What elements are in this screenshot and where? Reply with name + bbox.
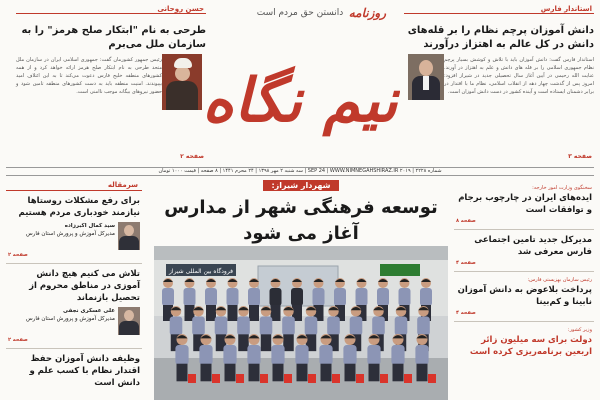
right-item-more[interactable]: صفحه ۴ [456, 310, 476, 316]
student-figure [223, 334, 236, 381]
student-figure [227, 278, 239, 321]
logo-block[interactable] [200, 2, 400, 162]
author-block [8, 222, 140, 250]
author-name: سید کمال اکبرزاده [64, 223, 115, 229]
student-figure [199, 334, 212, 381]
author-text [8, 307, 115, 323]
right-item-title: پرداخت بلاعوض به دانش آموزان نابینا و کم‌بینا [457, 285, 592, 307]
student-figure [237, 306, 250, 351]
student-figure [205, 278, 217, 321]
right-item-kicker: وزیر کشور: [567, 327, 592, 333]
student-figure [282, 306, 295, 351]
student-figure [248, 278, 260, 321]
daily-label: روزنامه [348, 6, 386, 20]
right-column [454, 180, 594, 400]
gift-bag [356, 374, 364, 383]
student-figure [271, 334, 284, 381]
top-left-story[interactable] [16, 4, 206, 164]
logo-text: نیم نگاه [202, 66, 398, 136]
author-role: مدیرکل آموزش و پرورش استان فارس [25, 316, 115, 322]
student-figure [295, 334, 308, 381]
student-figure [291, 278, 303, 321]
left-item-more[interactable]: صفحه ۲ [8, 337, 28, 343]
left-item-more[interactable]: صفحه ۲ [8, 252, 28, 258]
gift-bag [236, 374, 244, 383]
photo-exit-sign [380, 264, 420, 276]
gift-bag [332, 374, 340, 383]
right-item-title: ایده‌های ایران در چارچوب برجام و توافقات است [458, 193, 592, 215]
top-right-story[interactable] [404, 4, 594, 164]
student-figure [247, 334, 260, 381]
tagline: دانستن حق مردم است [256, 8, 344, 18]
gift-bag [284, 374, 292, 383]
student-figure [215, 306, 228, 351]
top-right-body: استاندار فارس گفت: دانش آموزان باید با تلاش و کوشش بسیار پرچم نظام جمهوری اسلامی را بر قله های دانش و علم به اهتزاز در آورند. عنایت الله رحیمی در آیین آغاز سال تحصیلی جدید در شیراز افزود: امروز پس از گذشت چهار دهه از انقلاب اسلامی، نظام ما با اقتدار در برابر دشمنان ایستاده است و آینده کشور در دست دانش آموزان است. [444, 57, 594, 95]
top-left-body: رئیس جمهور کشورمان گفت: جمهوری اسلامی ایران در سازمان ملل متحد طرحی به نام ابتکار صلح هرمز ارائه خواهد کرد و از همه کشورهای منطقه خلیج فارس دعوت می‌کند تا به این ائتلاف امید بپیوندند. امنیت منطقه باید به دست کشورهای منطقه تامین شود و حضور نیروهای بیگانه موجب ناامنی است. [16, 57, 162, 95]
author-photo [118, 307, 140, 335]
top-left-title: طرحی به نام "ابتکار صلح هرمز" را به سازمان ملل می‌برم [21, 25, 206, 50]
author-text [8, 222, 115, 238]
right-item-more[interactable]: صفحه ۸ [456, 218, 476, 224]
gift-bag [428, 374, 436, 383]
student-figure [175, 334, 188, 381]
right-item-title: دولت برای سه میلیون زائر اربعین برنامه‌ریزی کرده است [469, 335, 592, 357]
right-item-more[interactable]: صفحه ۴ [456, 260, 476, 266]
gift-bag [380, 374, 388, 383]
author-photo [118, 222, 140, 250]
right-item[interactable] [454, 322, 594, 363]
right-item[interactable] [454, 272, 594, 322]
student-figure [260, 306, 273, 351]
right-item-kicker: رئیس سازمان بهزیستی فارس: [527, 277, 592, 283]
gift-bag [212, 374, 220, 383]
left-item[interactable] [6, 191, 142, 264]
student-figure [270, 278, 282, 321]
rouhani-photo [162, 54, 202, 110]
left-item[interactable] [6, 349, 142, 394]
author-role: مدیرکل آموزش و پرورش استان فارس [25, 231, 115, 237]
author-name: علی عسکری نجفی [63, 308, 115, 314]
left-item-title: برای رفع مشکلات روستاها نیازمند خودباری مردم هستیم [18, 196, 140, 218]
student-figure [367, 334, 380, 381]
lead-story[interactable] [148, 180, 454, 400]
student-figure [327, 306, 340, 351]
author-block [8, 307, 140, 335]
top-left-section: حسن روحانی [16, 4, 206, 14]
gift-bag [188, 374, 196, 383]
student-figure [391, 334, 404, 381]
masthead [0, 0, 600, 163]
student-figure [343, 334, 356, 381]
top-right-more[interactable]: صفحه ۳ [568, 153, 592, 160]
left-item-title: وظیفه دانش آموزان حفظ اقتدار نظام با کسب علم و دانش است [29, 354, 140, 388]
lead-kicker [148, 180, 454, 191]
newspaper-logo[interactable] [200, 26, 400, 156]
student-figure [415, 334, 428, 381]
student-figure [319, 334, 332, 381]
left-section-head: سرمقاله [6, 180, 142, 191]
right-item-title: مدیرکل جدید تامین اجتماعی فارس معرفی شد [474, 235, 592, 257]
right-item[interactable] [454, 180, 594, 230]
lead-kicker-label: شهردار شیراز: [263, 180, 338, 191]
left-item[interactable] [6, 264, 142, 349]
lead-headline[interactable]: توسعه فرهنگی شهر از مدارس آغاز می شود [164, 197, 438, 244]
top-left-more[interactable]: صفحه ۲ [180, 153, 204, 160]
photo-ceiling [154, 246, 448, 260]
gift-bag [308, 374, 316, 383]
gift-bag [404, 374, 412, 383]
governor-photo [408, 54, 444, 100]
left-item-title: تلاش می کنیم هیچ دانش آموزی در مناطق محروم از تحصیل بازنماند [29, 269, 140, 303]
gift-bag [260, 374, 268, 383]
top-right-section: استاندار فارس [404, 4, 594, 14]
date-bar: شماره ۲۲۲۸ | ۲۰۱۹ SEP 24 | WWW.NIMNEGAHSHIRAZ.IR | سه شنبه ۲ مهر ۱۳۹۸ | ۲۴ محرم ۱۴۴۱ | ۸ صفحه | قیمت ۱۰۰۰ تومان [6, 167, 594, 176]
student-figure [184, 278, 196, 321]
top-right-title: دانش آموزان پرچم نظام را بر قله‌های دانش در کل عالم به اهتزاز درآورند [407, 25, 594, 50]
right-item-kicker: سخنگوی وزارت امور خارجه: [532, 185, 592, 191]
student-figure [305, 306, 318, 351]
student-figure [192, 306, 205, 351]
photo-signboard-text: فرودگاه بین المللی شیراز [169, 268, 233, 275]
left-column [6, 180, 142, 400]
right-item[interactable] [454, 230, 594, 272]
lead-photo[interactable] [154, 246, 448, 400]
